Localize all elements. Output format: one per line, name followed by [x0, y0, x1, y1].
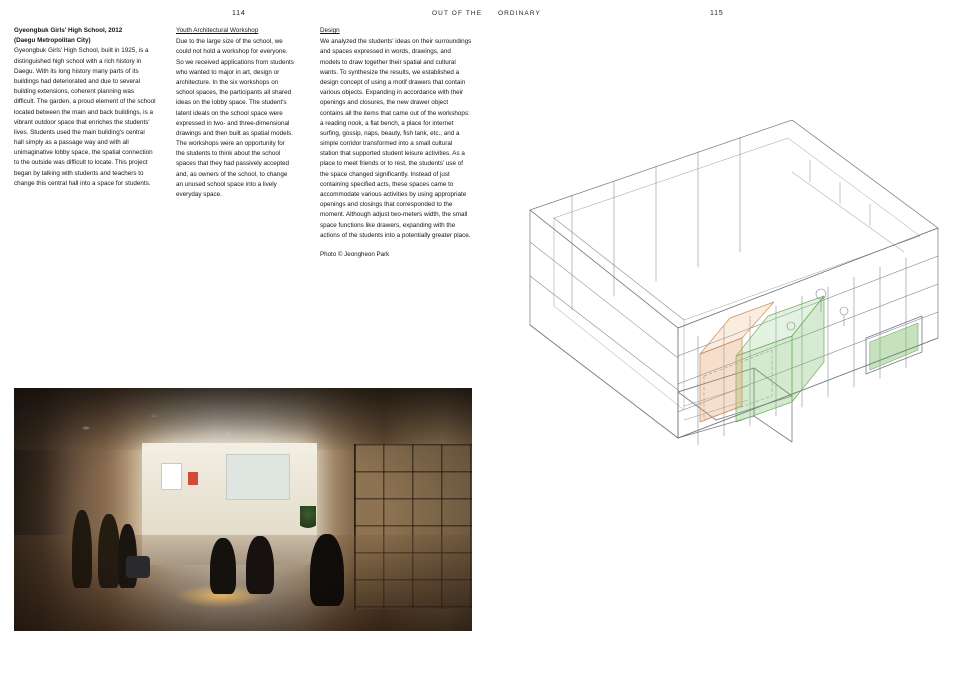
running-head-title-left: OUT OF THE — [432, 10, 483, 17]
col1-body: Gyeongbuk Girls' High School, built in 1925, is a distinguished high school with a rich history in Daegu. With its long history many parts of its buildings had deteriorated and due to several building extensions, coherent planning was difficult. The garden, a proud element of the school located between the main and back buildings, is a vibrant outdoor space that enriches the students' lives. Students used the main building's central hall simply as a passage way and with all unimaginative lobby space, the spatial connection to the outside was difficult to locate. This project began by talking with students and teachers to change this central hall into a space for students. — [14, 47, 156, 187]
axo-aquarium — [866, 316, 922, 374]
text-column-1 — [14, 26, 156, 196]
axo-upper-cells — [792, 120, 938, 252]
photo-credit: Photo © Jeongheon Park — [320, 250, 390, 258]
photo-scene — [14, 388, 472, 631]
col1-heading-line2: (Daegu Metropolitan City) — [14, 37, 91, 45]
col2-heading: Youth Architectural Workshop — [176, 27, 259, 34]
axonometric-caption — [492, 500, 493, 501]
folio-right: 115 — [710, 10, 724, 17]
axo-inner-left — [554, 218, 684, 410]
lobby-photograph — [14, 388, 472, 631]
text-column-2 — [176, 26, 294, 207]
photo-vignette — [14, 388, 472, 631]
text-column-3 — [320, 26, 472, 260]
running-head-title — [432, 10, 541, 17]
axo-floor-edge-left — [530, 325, 678, 438]
axonometric-svg — [492, 120, 956, 500]
axo-inner-top — [554, 138, 920, 320]
col1-heading-line1: Gyeongbuk Girls' High School, 2012 — [14, 27, 123, 34]
folio-left: 114 — [232, 10, 246, 17]
running-head — [0, 10, 964, 22]
axonometric-drawing — [492, 120, 956, 500]
axo-top-face — [530, 120, 938, 328]
col2-body: Due to the large size of the school, we could not hold a workshop for everyone. So we received applications from students who wanted to major in art, design or architecture. In the six workshops on school spaces, the participants all shared ideas on the lobby space. The student's latent ideals on the school space were expressed in two- and three-dimensional drawings and then built as spatial models. The workshops were an opportunity for the students to think about the school spaces that they had passively accepted and, as owners of the school, to change an unused school space into a lively everyday space. — [176, 38, 294, 198]
running-head-title-right: ORDINARY — [497, 10, 541, 17]
col3-body: We analyzed the students' ideas on their surroundings and spaces expressed in words, drawings, and models to draw together their spatial and cultural wants. To synthesize the results, we established a design concept of using a motif drawers that contain various objects. Expanding in accordance with their openings and closures, the new drawer object contains all the items that came out of the workshops: a reading nook, a flat bench, a place for internet surfing, gossip, naps, beauty, fish tank, etc., and a simple corridor transformed into a small cultural station that supported student leisure activities. As a place to meet friends or to rest, the students' use of the space changed significantly. Instead of just containing specified acts, these spaces came to accommodate various activities by using appropriate openings and closings that corresponded to the moment. Although adjust two-meters width, the small space functions like drawers, expanding with the actions of the students into a potentially greater place. — [320, 38, 472, 239]
col3-heading: Design — [320, 27, 340, 34]
